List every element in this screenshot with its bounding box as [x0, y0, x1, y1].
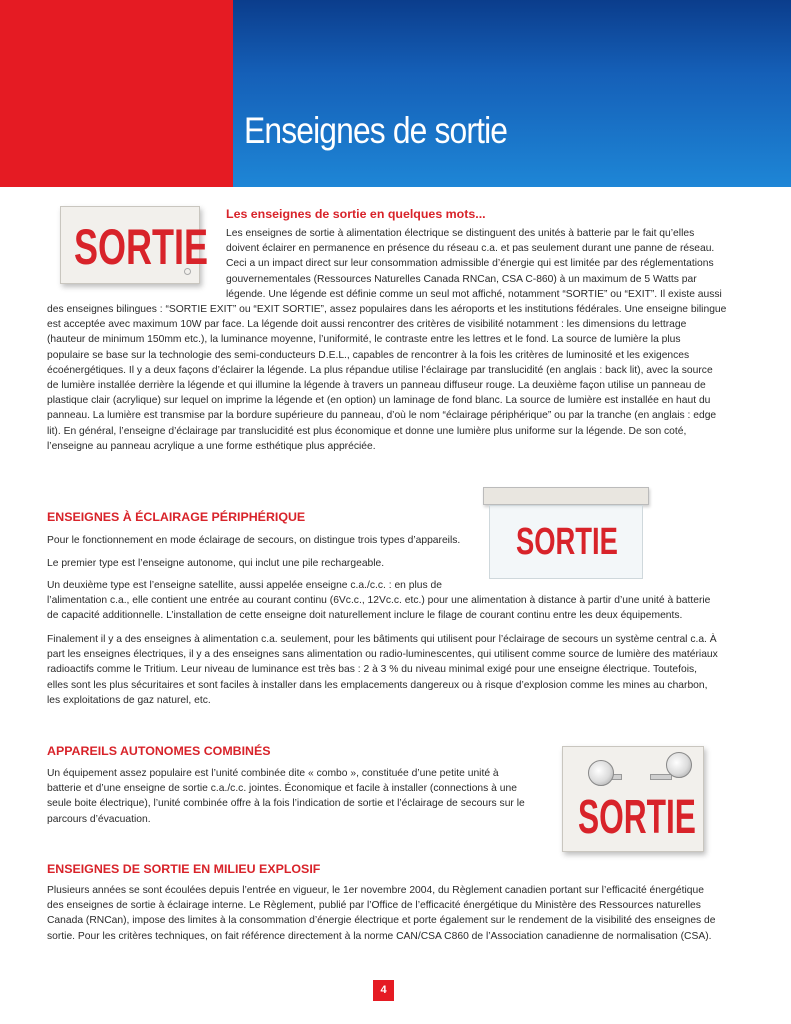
section1-paragraph-2: Le premier type est l’enseigne autonome, qui inclut une pile rechargeable. — [47, 558, 385, 569]
page-title: Enseignes de sortie — [244, 110, 508, 151]
lamp-head-right — [666, 752, 692, 778]
section1-paragraph-1: Pour le fonctionnement en mode éclairage de secours, on distingue trois types d’appareils. — [47, 535, 461, 546]
section-heading-explosive: ENSEIGNES DE SORTIE EN MILIEU EXPLOSIF — [47, 862, 321, 876]
exit-sign-image-1 — [60, 206, 209, 289]
intro-paragraph: Les enseignes de sortie à alimentation électrique se distinguent des unités à batterie par le fait qu’elles doivent éclairer en permanence en présence du réseau c.a. et pas seulement durant une panne de réseau. Ceci a un impact direct sur leur consommation admissible d’énergie qui est limitée par des réglementations gouvernementales (Ressources Naturelles Canada RNCan, CSA C-860) à un maximum de 5 Watts par légende. Une légende est définie comme un seul mot affiché, notamment “SORTIE” ou “EXIT”. Il existe aussi — [226, 228, 722, 300]
sign-legend: SORTIE — [516, 521, 618, 563]
exit-sign-image-2 — [483, 487, 653, 583]
sign-legend: SORTIE — [74, 219, 209, 275]
sign-legend: SORTIE — [578, 791, 696, 844]
intro-paragraph-continued: des enseignes bilingues : “SORTIE EXIT” ou “EXIT SORTIE”, assez populaires dans les aéroports et les institutions fédérales. Une enseigne bilingue est acceptée avec maximum 10W par face. La légende doit aussi rencontrer des critères de visibilité notamment : les dimensions du lettrage (hauteur de minimum 150mm etc.), la luminance moyenne, l’uniformité, le contraste entre les lettres et le fond. La source de lumière la plus populaire se base sur la technologie des semi-conducteurs D.E.L., capables de rencontrer à la fois les critères de luminosité et les exigences écoénergétiques. Il y a deux façons d’éclairer la légende. La plus répandue utilise l’éclairage par translucidité (en anglais : back lit), avec la source de lumière installée derrière la légende et qui illumine la légende à travers un panneau diffuseur rouge. La deuxième façon utilise un panneau de plastique clair (acrylique) sur lequel on imprime la légende et (en option) un laminage de fond blanc. La source de lumière est installée en haut du panneau. La lumière est transmise par la bordure supérieure du panneau, d’où le nom “éclairage périphérique” ou par la tranche (en anglais : edge lit). En général, l’enseigne d’éclairage par translucidité est plus économique et donne une lumière plus uniforme sur la légende. De son coté, l’enseigne au panneau acrylique a une forme esthétique plus appréciée. — [47, 304, 727, 452]
header-blue-block — [233, 0, 791, 187]
section-heading-peripheral: ENSEIGNES À ÉCLAIRAGE PÉRIPHÉRIQUE — [47, 510, 306, 524]
section2-paragraph: Un équipement assez populaire est l’unité combinée dite « combo », constituée d’une petite unité à batterie et d’une enseigne de sortie c.a./c.c. jointes. Économique et facile à installer (connections à une seule boite électrique), l’unité combinée offre à la fois l’indication de sortie et l’éclairage de secours sur le parcours d’évacuation. — [47, 768, 525, 825]
section3-paragraph: Plusieurs années se sont écoulées depuis l’entrée en vigueur, le 1er novembre 2004, du Règlement canadien portant sur l’efficacité énergétique des enseignes de sortie à éclairage interne. Le Règlement, publié par l’Office de l’efficacité énergétique du Ministère des Ressources naturelles Canada (RNCan), impose des limites à la consommation d’énergie électrique et porte également sur le rendement de la visibilité des enseignes de sortie. Pour les critères techniques, on fait référence directement à la norme CAN/CSA C860 de l’Association canadienne de normalisation (CSA). — [47, 885, 716, 942]
section-heading-combo: APPAREILS AUTONOMES COMBINÉS — [47, 744, 271, 758]
section1-paragraph-4: Finalement il y a des enseignes à alimentation c.a. seulement, pour les bâtiments qui utilisent pour l’éclairage de secours un système central c.a. À part les enseignes électriques, il y a des enseignes sans alimentation ou radio-luminescentes, qui utilisent comme source de lumière des matériaux radioactifs comme le Tritium. Leur niveau de luminance est très bas : 2 à 3 % du niveau minimal exigé pour une enseigne électrique. Toutefois, elles sont les plus sécuritaires et sont faciles à installer dans les emplacements dangereux ou à risque d’explosion comme les mines au charbon, les exploitations de gaz naturel, etc. — [47, 634, 718, 706]
section1-paragraph-3: Un deuxième type est l’enseigne satellite, aussi appelée enseigne c.a./c.c. : en plus de l’alimentation c.a., elle contient une entrée au courant continu (6Vc.c., 12Vc.c. etc.) pour une alimentation à distance à partir d’une unité à batterie de capacité additionnelle. L’installation de cette enseigne doit naturellement inclure le filage de courant continu entre les deux équipements. — [47, 580, 711, 622]
page-number: 4 — [373, 980, 394, 1001]
combo-unit-image — [548, 728, 718, 860]
intro-heading: Les enseignes de sortie en quelques mots... — [226, 207, 486, 221]
lamp-head-left — [588, 760, 614, 786]
header-red-block — [0, 0, 233, 187]
